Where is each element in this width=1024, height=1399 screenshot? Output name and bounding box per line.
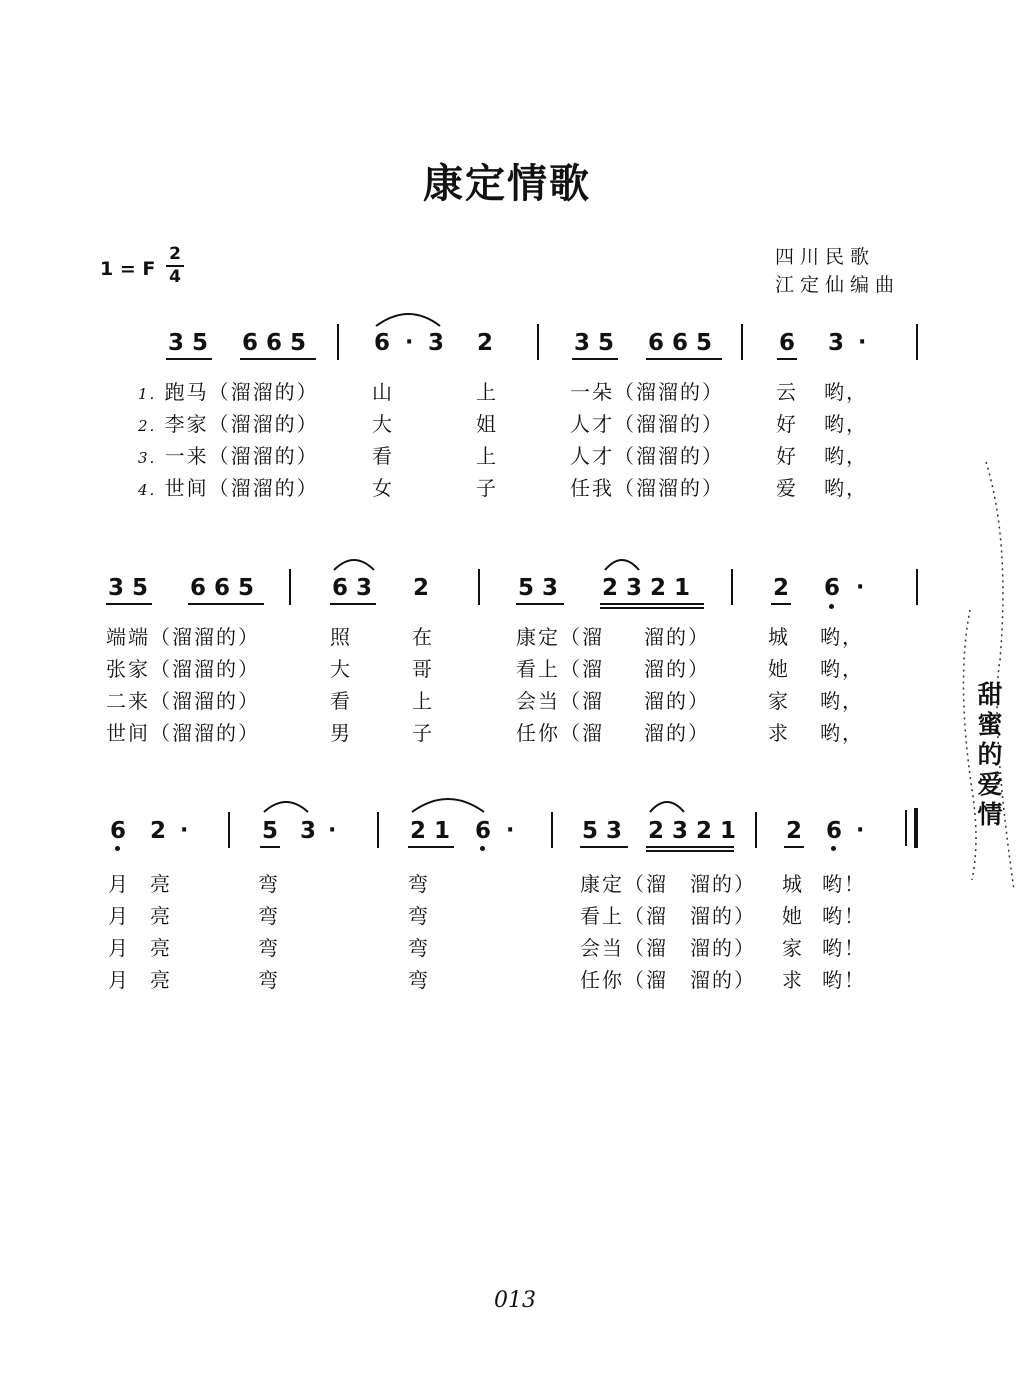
bar-line (916, 569, 918, 605)
lyric: 看上（溜 (580, 904, 668, 928)
lyric: 溜的） (690, 904, 756, 928)
note: 2 (477, 330, 494, 356)
lyric: 亮 (150, 872, 172, 896)
lyric: 家 (768, 689, 790, 713)
lyric: 溜的） (690, 872, 756, 896)
time-signature (166, 244, 184, 288)
dot: · (858, 330, 867, 355)
lyric: 亮 (150, 936, 172, 960)
lyric: 跑马（溜溜的） (164, 380, 319, 404)
lyric: 李家（溜溜的） (164, 412, 319, 436)
lyric: 一朵（溜溜的） (570, 380, 724, 404)
lyric: 康定（溜 (516, 625, 604, 649)
lyric: 任你（溜 (516, 721, 604, 745)
underline (784, 846, 804, 848)
note: 6 (475, 818, 492, 844)
note: 2 (773, 575, 790, 601)
lyric: 世间（溜溜的） (106, 721, 260, 745)
lyric: 会当（溜 (516, 689, 604, 713)
side-tab-char: 蜜 (977, 710, 1003, 739)
tie-slur (648, 798, 688, 814)
underline (516, 603, 564, 605)
lyric: 看上（溜 (516, 657, 604, 681)
underline (106, 603, 152, 605)
lyric: 她 (768, 657, 790, 681)
note: 6 (826, 818, 843, 844)
lyric: 任你（溜 (580, 968, 668, 992)
lyric: 康定（溜 (580, 872, 668, 896)
lyric: 任我（溜溜的） (570, 476, 724, 500)
lyric: 姐 (476, 412, 498, 436)
time-signature-top: 2 (166, 244, 184, 267)
note-group: 6 6 5 (190, 575, 255, 601)
final-bar-thick (914, 808, 918, 848)
note: 3 (300, 818, 317, 844)
side-tab-char: 爱 (977, 770, 1003, 799)
lyric: 弯 (258, 936, 280, 960)
underline-double (646, 850, 734, 852)
bar-line (377, 812, 379, 848)
low-octave-dot (115, 846, 120, 851)
note: 2 (786, 818, 803, 844)
dot: · (405, 330, 414, 355)
verse-number: 3. (138, 449, 157, 467)
lyric: 云 (776, 380, 798, 404)
dot: · (856, 575, 865, 600)
underline (260, 846, 280, 848)
lyric: 哟， (820, 657, 864, 681)
underline (646, 846, 734, 848)
note-group: 3 5 (574, 330, 615, 356)
lyric: 溜的） (644, 689, 710, 713)
lyric: 溜的） (644, 657, 710, 681)
underline (771, 603, 791, 605)
note: 2 (413, 575, 430, 601)
lyric: 哟， (824, 412, 868, 436)
note-group: 6 3 (332, 575, 373, 601)
lyric: 上 (412, 689, 434, 713)
note-group: 5 3 (582, 818, 623, 844)
note: 6 (824, 575, 841, 601)
bar-line (551, 812, 553, 848)
lyric: 大 (372, 412, 394, 436)
dot: · (328, 818, 337, 843)
lyric: 子 (476, 476, 498, 500)
lyric: 城 (768, 625, 790, 649)
side-tab-char: 甜 (977, 680, 1003, 709)
verse-number: 1. (138, 385, 157, 403)
bar-line (228, 812, 230, 848)
note-group: 5 3 (518, 575, 559, 601)
lyric: 弯 (258, 904, 280, 928)
lyric: 看 (372, 444, 394, 468)
note: 3 (428, 330, 445, 356)
lyric: 人才（溜溜的） (570, 444, 724, 468)
lyric: 男 (330, 721, 352, 745)
page-number: 013 (494, 1288, 536, 1313)
underline (240, 358, 316, 360)
lyric: 爱 (776, 476, 798, 500)
lyric: 月 (108, 936, 130, 960)
time-signature-bottom: 4 (169, 267, 181, 287)
final-bar-thin (905, 810, 907, 846)
tie-slur (374, 310, 444, 328)
lyric: 山 (372, 380, 394, 404)
verse-number: 2. (138, 417, 157, 435)
lyric: 溜的） (690, 968, 756, 992)
underline (188, 603, 264, 605)
low-octave-dot (480, 846, 485, 851)
lyric: 月 (108, 904, 130, 928)
lyric: 溜的） (644, 721, 710, 745)
dot: · (180, 818, 189, 843)
lyric: 求 (782, 968, 804, 992)
lyric: 哟， (824, 380, 868, 404)
lyric: 家 (782, 936, 804, 960)
underline (580, 846, 628, 848)
note: 5 (262, 818, 279, 844)
lyric: 一来（溜溜的） (164, 444, 319, 468)
lyric: 世间（溜溜的） (164, 476, 319, 500)
lyric: 月 (108, 872, 130, 896)
verse-number: 4. (138, 481, 157, 499)
lyric: 子 (412, 721, 434, 745)
lyric: 二来（溜溜的） (106, 689, 260, 713)
lyric: 看 (330, 689, 352, 713)
underline (572, 358, 618, 360)
note-group: 6 6 5 (648, 330, 713, 356)
note: 6 (110, 818, 127, 844)
lyric: 好 (776, 444, 798, 468)
lyric: 亮 (150, 968, 172, 992)
dot: · (506, 818, 515, 843)
bar-line (731, 569, 733, 605)
bar-line (289, 569, 291, 605)
lyric: 哟， (820, 721, 864, 745)
lyric: 城 (782, 872, 804, 896)
lyric: 哟！ (822, 968, 866, 992)
lyric: 哟， (820, 689, 864, 713)
lyric: 会当（溜 (580, 936, 668, 960)
note-group: 2 1 (410, 818, 451, 844)
tie-slur (410, 794, 490, 814)
lyric: 上 (476, 444, 498, 468)
lyric: 她 (782, 904, 804, 928)
lyric: 在 (412, 625, 434, 649)
underline (330, 603, 376, 605)
side-tab-char: 情 (977, 800, 1003, 829)
low-octave-dot (831, 846, 836, 851)
lyric: 照 (330, 625, 352, 649)
lyric: 哟， (820, 625, 864, 649)
side-tab-char: 的 (977, 740, 1003, 769)
tie-slur (332, 556, 378, 572)
tie-slur (603, 556, 643, 572)
note: 2 (150, 818, 167, 844)
note: 6 (779, 330, 796, 356)
lyric: 月 (108, 968, 130, 992)
note-group: 3 5 (168, 330, 209, 356)
low-octave-dot (829, 604, 834, 609)
lyric: 弯 (408, 904, 430, 928)
lyric: 哟！ (822, 872, 866, 896)
lyric: 好 (776, 412, 798, 436)
dot: · (856, 818, 865, 843)
side-tab-label (968, 680, 1012, 830)
lyric: 上 (476, 380, 498, 404)
credit-arranger: 江定仙编曲 (775, 274, 901, 296)
note-group: 3 5 (108, 575, 149, 601)
lyric: 溜的） (644, 625, 710, 649)
lyric: 人才（溜溜的） (570, 412, 724, 436)
underline (777, 358, 797, 360)
lyric: 弯 (408, 936, 430, 960)
lyric: 哟， (824, 476, 868, 500)
bar-line (741, 324, 743, 360)
lyric: 大 (330, 657, 352, 681)
bar-line (478, 569, 480, 605)
bar-line (916, 324, 918, 360)
credit-origin: 四川民歌 (775, 246, 876, 268)
lyric: 张家（溜溜的） (106, 657, 260, 681)
key-signature: 1 = F (100, 258, 156, 280)
underline (408, 846, 454, 848)
lyric: 亮 (150, 904, 172, 928)
tie-slur (262, 798, 312, 814)
note: 6 (374, 330, 391, 356)
note-group: 2 3 2 1 (648, 818, 737, 844)
underline-double (600, 607, 704, 609)
lyric: 哥 (412, 657, 434, 681)
bar-line (537, 324, 539, 360)
lyric: 求 (768, 721, 790, 745)
lyric: 弯 (258, 968, 280, 992)
bar-line (337, 324, 339, 360)
song-title: 康定情歌 (423, 161, 591, 207)
lyric: 女 (372, 476, 394, 500)
lyric: 端端（溜溜的） (106, 625, 260, 649)
lyric: 哟， (824, 444, 868, 468)
bar-line (755, 812, 757, 848)
lyric: 哟！ (822, 936, 866, 960)
note: 3 (828, 330, 845, 356)
lyric: 弯 (408, 872, 430, 896)
lyric: 哟！ (822, 904, 866, 928)
note-group: 6 6 5 (242, 330, 307, 356)
note-group: 2 3 2 1 (602, 575, 691, 601)
lyric: 溜的） (690, 936, 756, 960)
lyric: 弯 (408, 968, 430, 992)
underline (646, 358, 722, 360)
lyric: 弯 (258, 872, 280, 896)
underline (600, 603, 704, 605)
underline (166, 358, 212, 360)
